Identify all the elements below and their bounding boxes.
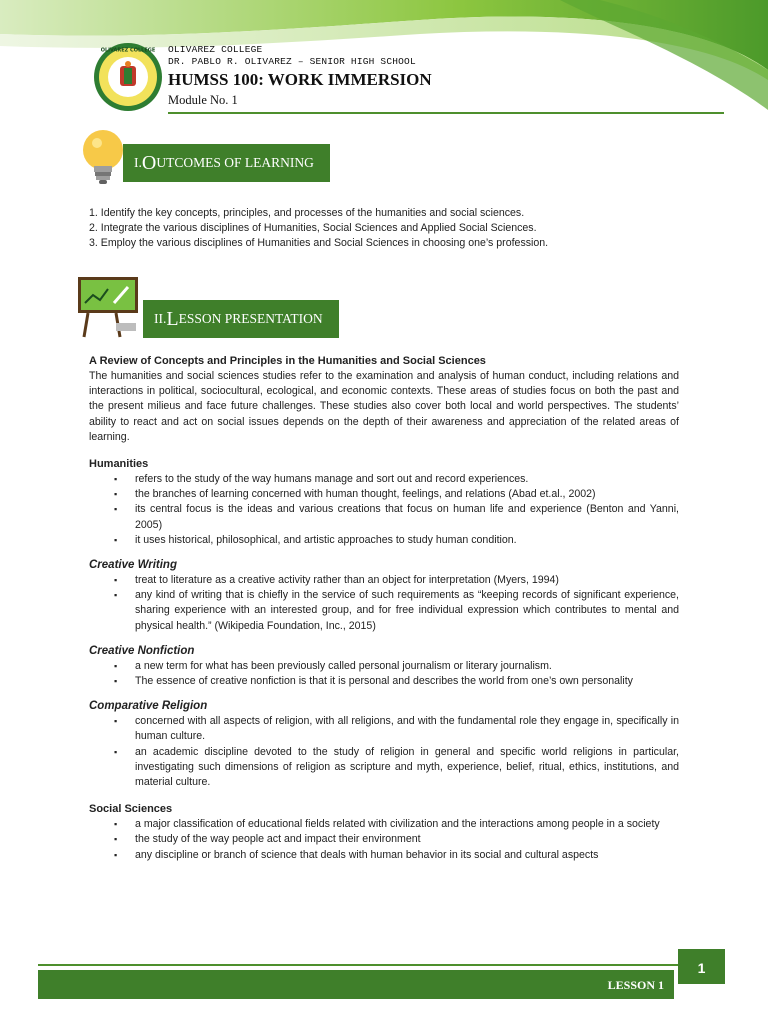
list-item: ▪ it uses historical, philosophical, and artistic approaches to study human condition. — [89, 533, 679, 548]
footer-rule — [38, 964, 678, 966]
section-outcomes-banner — [123, 144, 330, 182]
creative-nonfiction-list — [89, 659, 679, 689]
presentation-board-icon — [76, 275, 140, 339]
section-number: II. — [154, 311, 167, 326]
school-name: DR. PABLO R. OLIVAREZ – SENIOR HIGH SCHOOL — [168, 56, 416, 67]
list-item: ▪ a new term for what has been previously called personal journalism or literary journalism. — [89, 659, 679, 674]
lightbulb-icon — [77, 128, 129, 186]
list-item: ▪ the branches of learning concerned with human thought, feelings, and relations (Abad et.al., 2002) — [89, 487, 679, 502]
list-item: ▪ a major classification of educational fields related with civilization and the interactions among people in a society — [89, 817, 679, 832]
lesson-body — [89, 354, 679, 863]
list-item: ▪ refers to the study of the way humans manage and sort out and record experiences. — [89, 472, 679, 487]
humanities-list — [89, 472, 679, 548]
list-item: ▪ The essence of creative nonfiction is that it is personal and describes the world from one’s own personality — [89, 674, 679, 689]
section-title-rest: UTCOMES OF LEARNING — [156, 155, 314, 170]
outcome-item: 2. Integrate the various disciplines of Humanities, Social Sciences and Applied Social Sciences. — [89, 222, 537, 235]
list-item: ▪ any discipline or branch of science that deals with human behavior in its social and cultural aspects — [89, 848, 679, 863]
module-number: Module No. 1 — [168, 93, 238, 107]
header-rule — [168, 112, 724, 114]
lesson-intro: The humanities and social sciences studies refer to the examination and analysis of human conduct, including relations and interactions in political, sociocultural, ecological, and economic contexts. These areas of studies focus on both the past and the present milieus and face future challenges. These studies also cover both local and world perspectives. The students’ ability to react and act on social issues depends on the depth of their awareness and appreciation of the related areas of learning. — [89, 370, 679, 443]
section-lesson-banner — [143, 300, 339, 338]
section-cap: L — [166, 307, 179, 330]
lesson-title: A Review of Concepts and Principles in the Humanities and Social Sciences — [89, 355, 486, 367]
college-logo — [93, 42, 163, 112]
social-sciences-heading: Social Sciences — [89, 803, 173, 816]
section-title-rest: ESSON PRESENTATION — [178, 311, 323, 326]
outcomes-list — [89, 206, 679, 252]
list-item: ▪ treat to literature as a creative activity rather than an object for interpretation (Myers, 1994) — [89, 573, 679, 588]
comparative-religion-heading: Comparative Religion — [89, 700, 208, 713]
college-name: OLIVAREZ COLLEGE — [168, 44, 263, 55]
header-text-block — [168, 44, 432, 108]
page-number: 1 — [678, 949, 725, 984]
section-number: I. — [134, 155, 142, 170]
footer-lesson-label: LESSON 1 — [607, 978, 664, 992]
list-item: ▪ any kind of writing that is chiefly in the service of such requirements as “keeping records of significant experience, sharing experience with an interested group, and for free individual expression which contributes to mental and physical health.” (Wikipedia Foundation, Inc., 2015) — [89, 588, 679, 634]
creative-writing-list — [89, 573, 679, 634]
logo-text: OLIVAREZ COLLEGE — [100, 47, 156, 54]
comparative-religion-list — [89, 714, 679, 790]
creative-writing-heading: Creative Writing — [89, 559, 177, 572]
list-item: ▪ an academic discipline devoted to the study of religion in general and specific world religions in particular, investigating such dimensions of religion as scripture and myth, experience, belief, ritual, ethics, institutions, and material culture. — [89, 745, 679, 791]
list-item: ▪ the study of the way people act and impact their environment — [89, 832, 679, 847]
course-title: HUMSS 100: WORK IMMERSION — [168, 70, 432, 89]
list-item: ▪ its central focus is the ideas and various creations that focus on human life and experience (Benton and Yanni, 2005) — [89, 502, 679, 532]
outcome-item: 3. Employ the various disciplines of Humanities and Social Sciences in choosing one’s profession. — [89, 237, 549, 250]
list-item: ▪ concerned with all aspects of religion, with all religions, and with the fundamental role they engage in, specifically in human culture. — [89, 714, 679, 744]
humanities-heading: Humanities — [89, 458, 149, 471]
social-sciences-list — [89, 817, 679, 863]
creative-nonfiction-heading: Creative Nonfiction — [89, 644, 195, 657]
outcome-item: 1. Identify the key concepts, principles, and processes of the humanities and social sciences. — [89, 207, 525, 219]
footer-bar — [38, 970, 674, 999]
section-cap: O — [141, 151, 157, 174]
